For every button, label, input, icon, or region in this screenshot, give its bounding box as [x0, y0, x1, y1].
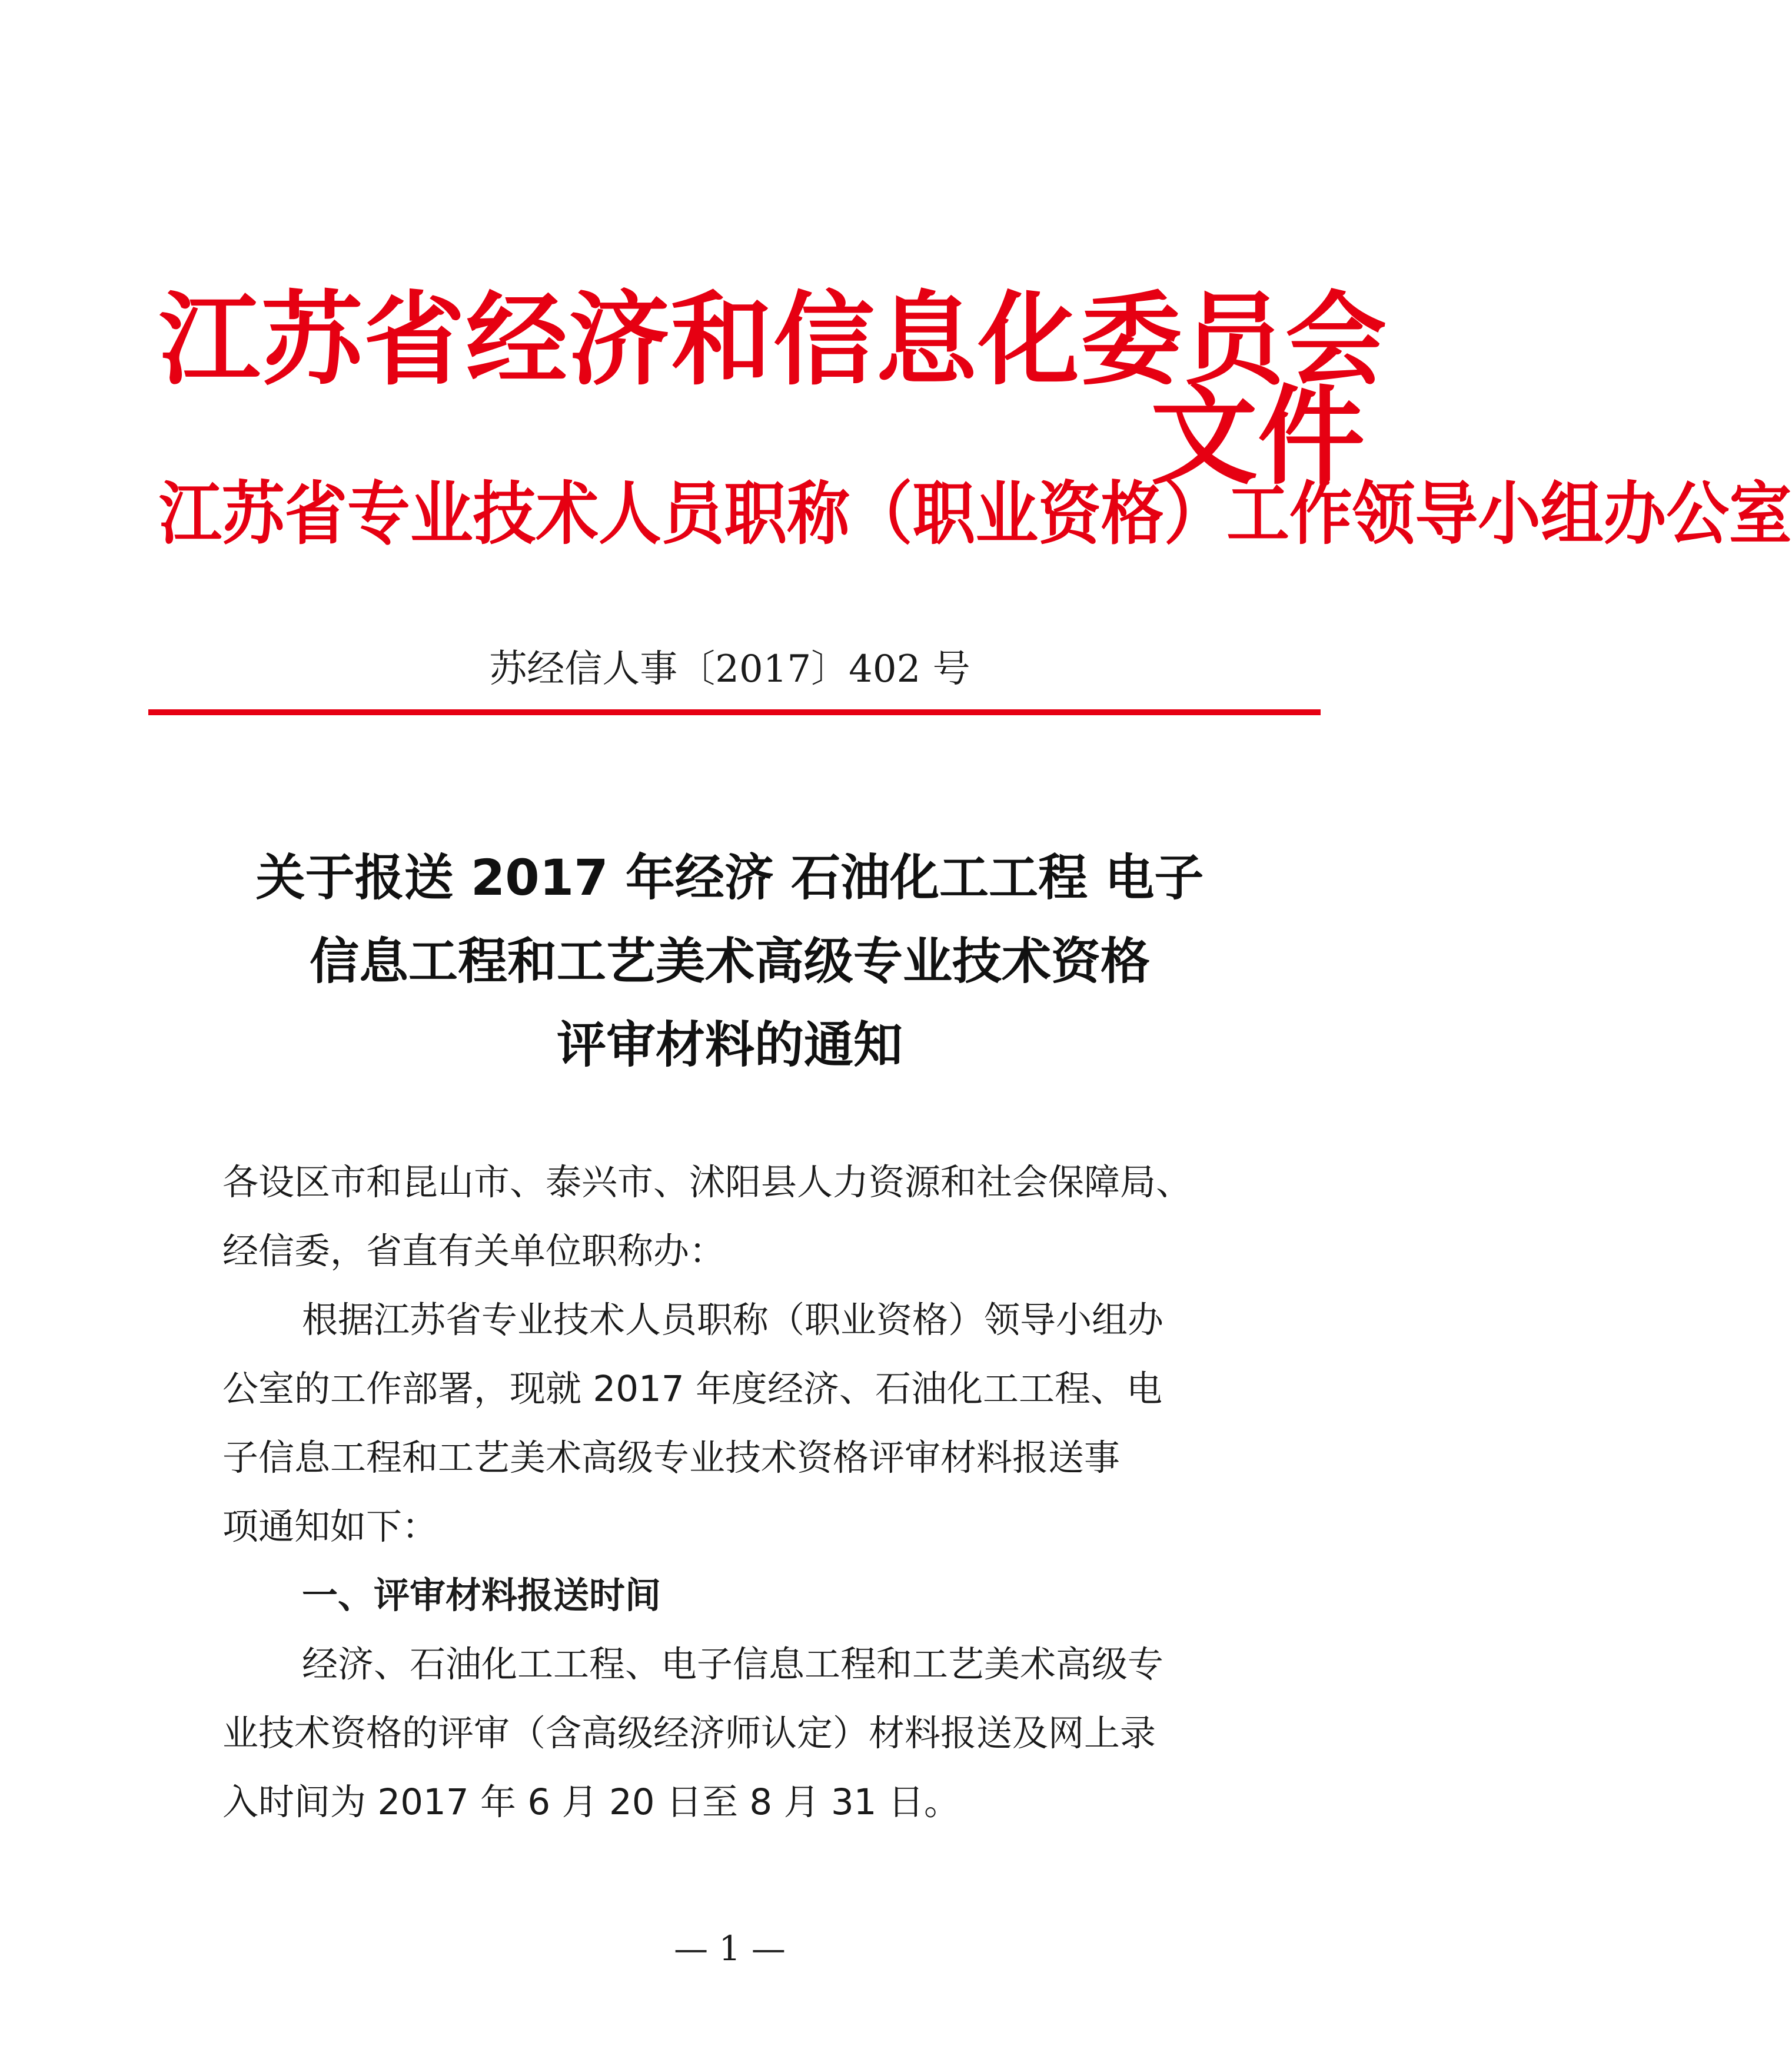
issuer-name-secondary: 江苏省专业技术人员职称（职业资格）工作领导小组办公室 — [159, 477, 1792, 553]
paragraph-line: 入时间为 2017 年 6 月 20 日至 8 月 31 日。 — [222, 1781, 960, 1823]
title-line: 评审材料的通知 — [556, 1016, 903, 1074]
document-title — [0, 836, 1459, 1087]
paragraph-line: 公室的工作部署，现就 2017 年度经济、石油化工工程、电 — [222, 1368, 1163, 1410]
paragraph-line: 根据江苏省专业技术人员职称（职业资格）领导小组办 — [302, 1299, 1164, 1341]
paragraph-line: 子信息工程和工艺美术高级专业技术资格评审材料报送事 — [222, 1437, 1121, 1479]
issuer-name-primary: 江苏省经济和信息化委员会 — [159, 285, 1388, 397]
title-line: 信息工程和工艺美术高级专业技术资格 — [309, 932, 1150, 990]
salutation-line: 经信委，省直有关单位职称办： — [222, 1230, 726, 1272]
page-number: — 1 — — [674, 1928, 786, 1968]
document-number: 苏经信人事〔2017〕402 号 — [489, 648, 970, 691]
paragraph-line: 经济、石油化工工程、电子信息工程和工艺美术高级专 — [302, 1644, 1164, 1685]
title-line: 关于报送 2017 年经济 石油化工工程 电子 — [255, 849, 1204, 907]
paragraph-line: 项通知如下： — [222, 1506, 438, 1548]
salutation-line: 各设区市和昆山市、泰兴市、沭阳县人力资源和社会保障局、 — [222, 1161, 1192, 1203]
section-heading: 一、评审材料报送时间 — [302, 1575, 661, 1616]
document-body — [222, 1148, 1246, 1837]
red-divider — [148, 709, 1321, 715]
document-type-label: 文件 — [1151, 379, 1365, 497]
paragraph-line: 业技术资格的评审（含高级经济师认定）材料报送及网上录 — [222, 1712, 1156, 1754]
